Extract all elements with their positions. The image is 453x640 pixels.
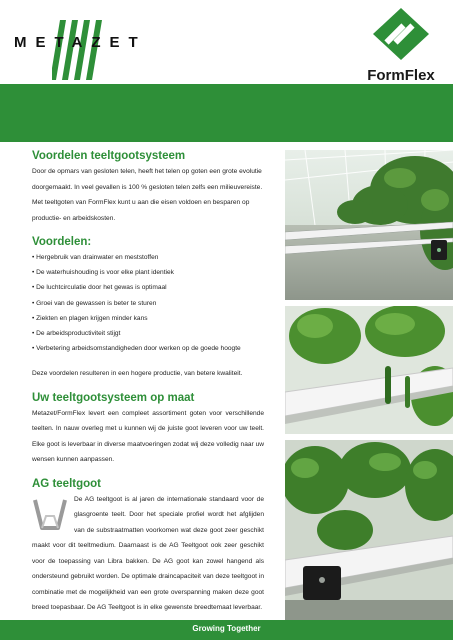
main-content [32,150,264,616]
section-title-voordelen-systeem: Voordelen teeltgootsysteem [32,150,186,162]
greenhouse-image [285,150,453,300]
metazet-wordmark: METAZET [14,34,147,51]
advantages-closing: Deze voordelen resulteren in een hogere productie, van betere kwaliteit. [32,370,243,378]
formflex-mark-icon [373,8,429,60]
list-item: • De arbeidsproductiviteit stijgt [32,330,121,338]
ag-section [32,492,264,616]
cucumber-plant-image [285,306,453,434]
header-band [0,84,453,142]
section-title-voordelen: Voordelen: [32,236,92,248]
metazet-logo [14,20,154,80]
footer-slogan: Growing Together [192,624,261,633]
list-item: • Verbetering arbeidsomstandigheden door werken op de goede hoogte [32,345,241,353]
cucumber-photo [285,306,453,434]
page-header [0,0,453,84]
section-body-ag: De AG teeltgoot is al jaren de internationale standaard voor de glasgroente teelt. Door het speciale profiel wordt het afglijden van de substraatmatten voorkomen wat deze goot zeer geschikt maakt voor dit teeltmedium. Daarnaast is de AG Teeltgoot ook zeer geschikt voor de toepassing van Libra bakken. De AG goot kan zowel hangend als ondersteund gebruikt worden. De optimale draincapaciteit van deze teeltgoot in combinatie met de mogelijkheid van een grote overspanning maken deze goot breed toepasbaar. De AG Teeltgoot is in elke gewenste breedtemaat leverbaar. [32,495,264,612]
greenhouse-photo [285,150,453,300]
list-item: • Hergebruik van drainwater en meststoffen [32,254,159,261]
section-title-op-maat: Uw teeltgootsysteem op maat [32,391,195,404]
list-item: • Ziekten en plagen krijgen minder kans [32,314,148,322]
formflex-logo [361,8,441,84]
gutter-profile-icon [32,494,68,534]
section-body-op-maat: Metazet/FormFlex levert een compleet assortiment goten voor verschillende teelten. In nauw overleg met u kunnen wij de juiste goot leveren voor uw teelt. Elke goot is leverbaar in diverse maatvoeringen zodat wij deze volledig naar uw wensen kunnen aanpassen. [32,409,265,464]
formflex-wordmark: FormFlex [367,67,435,84]
advantages-list [32,250,264,356]
photo-column [285,150,453,620]
section-body-voordelen-systeem: Door de opmars van gesloten telen, heeft het telen op goten een grote evolutie doorgemaakt. In veel gevallen is 100 % gesloten telen zelfs een milieuvereiste. Met teeltgoten van FormFlex kunt u aan die eisen voldoen en besparen op productie- en arbeidskosten. [32,168,263,222]
section-title-ag: AG teeltgoot [32,477,101,490]
list-item: • Groei van de gewassen is beter te sturen [32,299,157,307]
list-item: • De luchtcirculatie door het gewas is optimaal [32,284,167,292]
gutter-row-photo [285,440,453,620]
gutter-row-image [285,440,453,620]
page-footer [0,620,453,640]
list-item: • De waterhuishouding is voor elke plant identiek [32,269,174,277]
